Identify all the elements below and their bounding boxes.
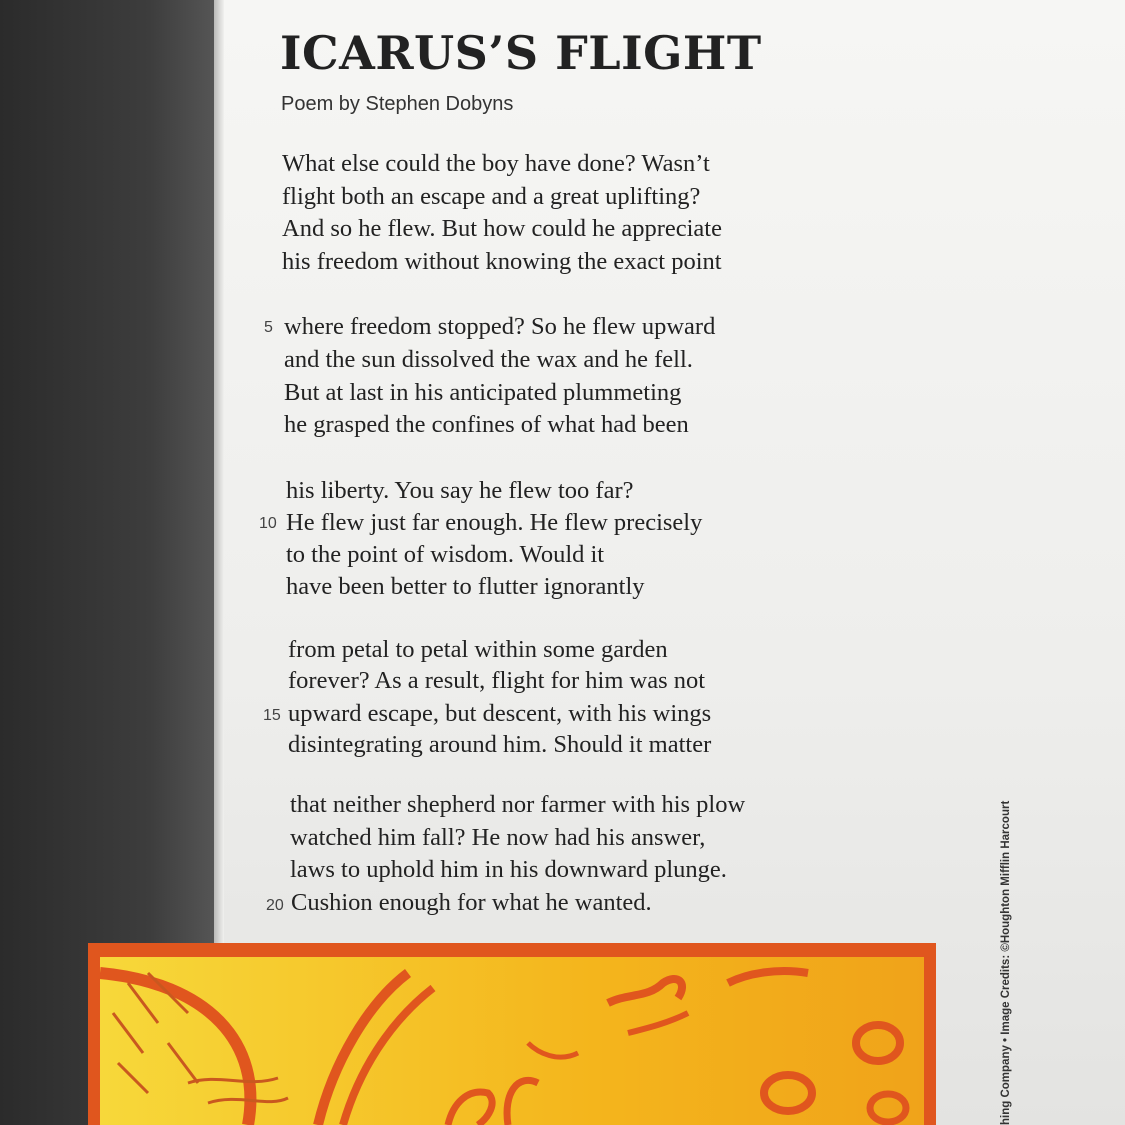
poem-line: his liberty. You say he flew too far?: [286, 477, 634, 504]
image-credit: hing Company • Image Credits: ©Houghton Mifflin Harcourt: [1000, 800, 1012, 1125]
poem-line: where freedom stopped? So he flew upward: [284, 313, 716, 340]
poem-line: laws to uphold him in his downward plunge.: [290, 856, 727, 883]
line-number: 20: [266, 897, 284, 914]
poem-line: upward escape, but descent, with his wings: [288, 700, 712, 727]
line-number: 15: [263, 707, 281, 724]
poem-title: ICARUS’S FLIGHT: [280, 26, 762, 80]
poem-line: Cushion enough for what he wanted.: [291, 889, 652, 916]
poem-byline: Poem by Stephen Dobyns: [281, 93, 514, 115]
line-number: 5: [264, 319, 273, 336]
poem-line: And so he flew. But how could he appreciate: [282, 215, 722, 242]
poem-line: that neither shepherd nor farmer with his plow: [290, 791, 746, 818]
poem-line: forever? As a result, flight for him was not: [288, 667, 706, 694]
poem-line: He flew just far enough. He flew precisely: [286, 509, 703, 536]
poem-line: from petal to petal within some garden: [288, 636, 668, 663]
illustration: [88, 943, 936, 1125]
poem-line: What else could the boy have done? Wasn’t: [282, 150, 710, 177]
poem-line: to the point of wisdom. Would it: [286, 541, 605, 568]
poem-line: and the sun dissolved the wax and he fell.: [284, 346, 693, 373]
poem-line: his freedom without knowing the exact point: [282, 248, 722, 275]
poem-line: have been better to flutter ignorantly: [286, 573, 645, 600]
poem-line: But at last in his anticipated plummeting: [284, 379, 682, 406]
poem-line: watched him fall? He now had his answer,: [290, 824, 706, 851]
line-number: 10: [259, 515, 277, 532]
poem-line: he grasped the confines of what had been: [284, 411, 689, 438]
poem-line: disintegrating around him. Should it matter: [288, 731, 712, 758]
poem-line: flight both an escape and a great uplifting?: [282, 183, 701, 210]
